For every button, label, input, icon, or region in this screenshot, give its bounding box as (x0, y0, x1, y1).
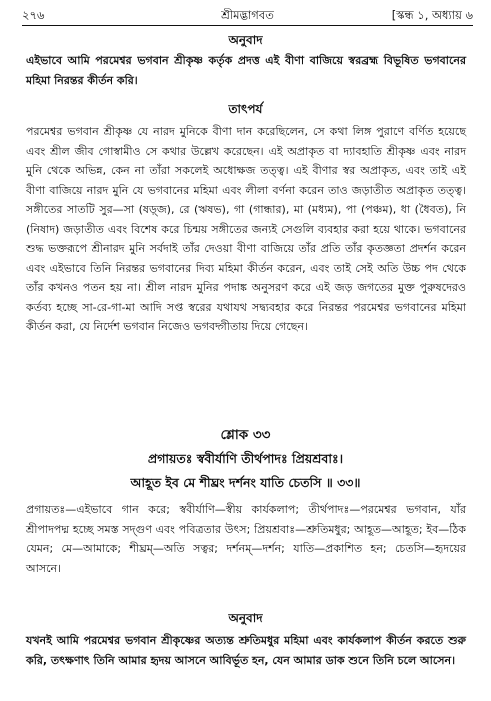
purport-heading: তাৎপর্য (228, 102, 263, 116)
translation-heading-2: অনুবাদ (228, 611, 263, 625)
running-header (22, 7, 473, 25)
page-number: ২৭৬ (22, 8, 45, 22)
translation-text-2: যখনই আমি পরমেশ্বর ভগবান শ্রীকৃষ্ণের অত্যন্ত শ্রুতিমধুর মহিমা এবং কার্যকলাপ কীর্তন করতে শুরু করি, তৎক্ষণাৎ তিনি আমার হৃদয় আসনে আবির্ভূত হন, যেন আমার ডাক শুনে তিনি চলে আসেন। (26, 634, 466, 667)
synonyms-text: প্রগায়তঃ—এইভাবে গান করে; স্ববীর্যাণি—স্বীয় কার্যকলাপ; তীর্থপাদঃ—পরমেশ্বর ভগবান, যাঁর শ্রীপাদপদ্ম হচ্ছে সমস্ত সদ্গুণ এবং পবিত্রতার উৎস; প্রিয়শ্রবাঃ—শ্রুতিমধুর; আহূত—আহূত; ইব—ঠিক যেমন; মে—আমাকে; শীঘ্রম্—অতি সত্বর; দর্শনম্—দর্শন; যাতি—প্রকাশিত হন; চেতসি—হৃদয়ের আসনে। (26, 503, 466, 575)
chapter-reference: [স্কন্ধ ১, অধ্যায় ৬ (391, 8, 473, 22)
verse-line-2: আহূত ইব মে শীঘ্রং দর্শনং যাতি চেতসি ॥ ৩৩॥ (130, 475, 361, 490)
translation-heading: অনুবাদ (228, 33, 263, 47)
purport-text: পরমেশ্বর ভগবান শ্রীকৃষ্ণ যে নারদ মুনিকে বীণা দান করেছিলেন, সে কথা লিঙ্গ পুরাণে বর্ণিত হয়েছে এবং শ্রীল জীব গোস্বামীও সে কথার উল্লেখ করেছেন। এই অপ্রাকৃত বা দ্যাবহাতি শ্রীকৃষ্ণ এবং নারদ মুনি থেকে অভিন্ন, কেন না তাঁরা সকলেই অধোক্ষজ তত্ত্ব। এই বীণার স্বর অপ্রাকৃত, এবং তাই এই বীণা বাজিয়ে নারদ মুনি যে ভগবানের মহিমা এবং লীলা বর্ণনা করেন তাও জড়াতীত অপ্রাকৃত তত্ত্ব। সঙ্গীতের সাতটি সুর—সা (ষড়্জ), রে (ঋষভ), গা (গান্ধার), মা (মধ্যম), পা (পঞ্চম), ধা (ধৈবত), নি (নিষাদ) জড়াতীত এবং বিশেষ করে চিন্ময় সঙ্গীতের জন্যই সেগুলি ব্যবহার করা হয়ে থাকে। ভগবানের শুদ্ধ ভক্তরূপে শ্রীনারদ মুনি সর্বদাই তাঁর দেওয়া বীণা বাজিয়ে তাঁর প্রতি তাঁর কৃতজ্ঞতা প্রদর্শন করেন এবং এইভাবে তিনি নিরন্তর ভগবানের দিব্য মহিমা কীর্তন করেন, এবং তাই সেই অতি উচ্চ পদ থেকে তাঁর কখনও পতন হয় না। শ্রীল নারদ মুনির পদাঙ্ক অনুসরণ করে এই জড় জগতের মুক্ত পুরুষদেরও কর্তব্য হচ্ছে সা-রে-গা-মা আদি সপ্ত স্বরের যথাযথ সদ্ব্যবহার করে নিরন্তর পরমেশ্বর ভগবানের মহিমা কীর্তন করা, যে নির্দেশ ভগবান নিজেও ভগবদ্গীতায় দিয়ে গেছেন। (26, 125, 467, 333)
book-title: শ্রীমদ্ভাগবত (221, 8, 274, 22)
translation-text: এইভাবে আমি পরমেশ্বর ভগবান শ্রীকৃষ্ণ কর্তৃক প্রদত্ত এই বীণা বাজিয়ে স্বরব্রহ্ম বিভূষিত ভগবানের মহিমা নিরন্তর কীর্তন করি। (26, 54, 466, 87)
header-rule (22, 25, 473, 26)
verse-title: শ্লোক ৩৩ (220, 427, 271, 443)
verse-line-1: প্রগায়তঃ স্ববীর্যাণি তীর্থপাদঃ প্রিয়শ্রবাঃ। (147, 451, 344, 466)
